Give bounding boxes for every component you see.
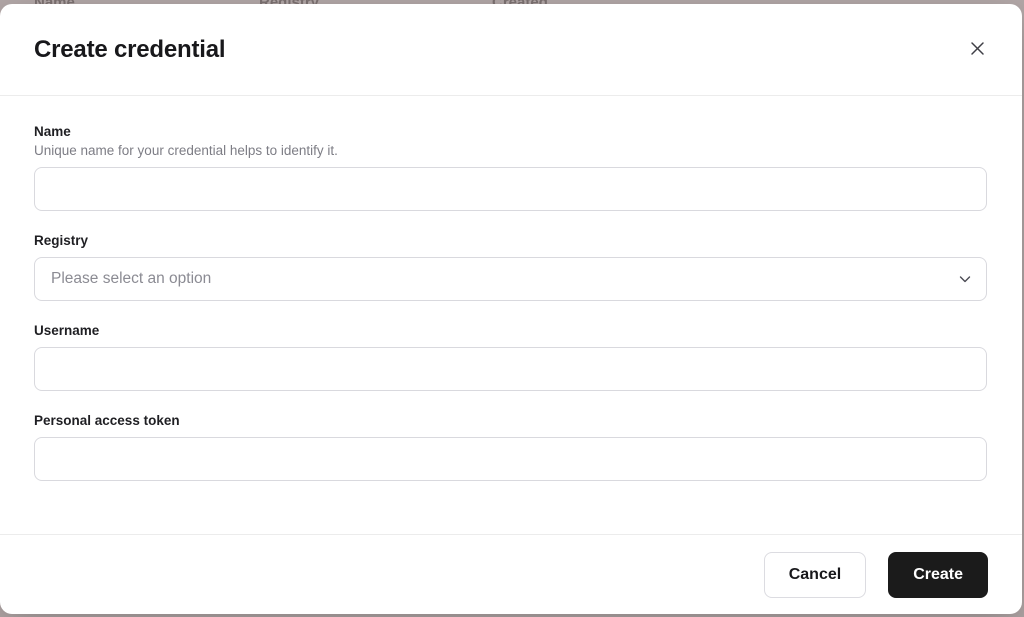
field-username (34, 323, 988, 391)
registry-selected-value: Please select an option (51, 270, 212, 287)
cancel-button[interactable]: Cancel (764, 552, 866, 598)
field-personal-access-token (34, 413, 988, 481)
name-label: Name (34, 124, 71, 139)
token-label: Personal access token (34, 413, 180, 428)
dialog-footer (0, 534, 1022, 614)
registry-label: Registry (34, 233, 89, 248)
close-icon (969, 40, 986, 60)
name-input[interactable] (34, 167, 987, 211)
name-help-text: Unique name for your credential helps to identify it. (34, 143, 338, 158)
dialog-header (0, 4, 1022, 96)
field-registry (34, 233, 988, 301)
dialog-body (0, 96, 1022, 534)
registry-select[interactable] (34, 257, 987, 301)
create-credential-dialog (0, 4, 1022, 614)
create-button[interactable]: Create (888, 552, 988, 598)
registry-select-wrapper (34, 257, 987, 301)
token-input[interactable] (34, 437, 987, 481)
username-input[interactable] (34, 347, 987, 391)
field-name (34, 124, 988, 211)
dialog-title: Create credential (34, 35, 226, 63)
username-label: Username (34, 323, 100, 338)
close-button[interactable] (960, 33, 994, 67)
